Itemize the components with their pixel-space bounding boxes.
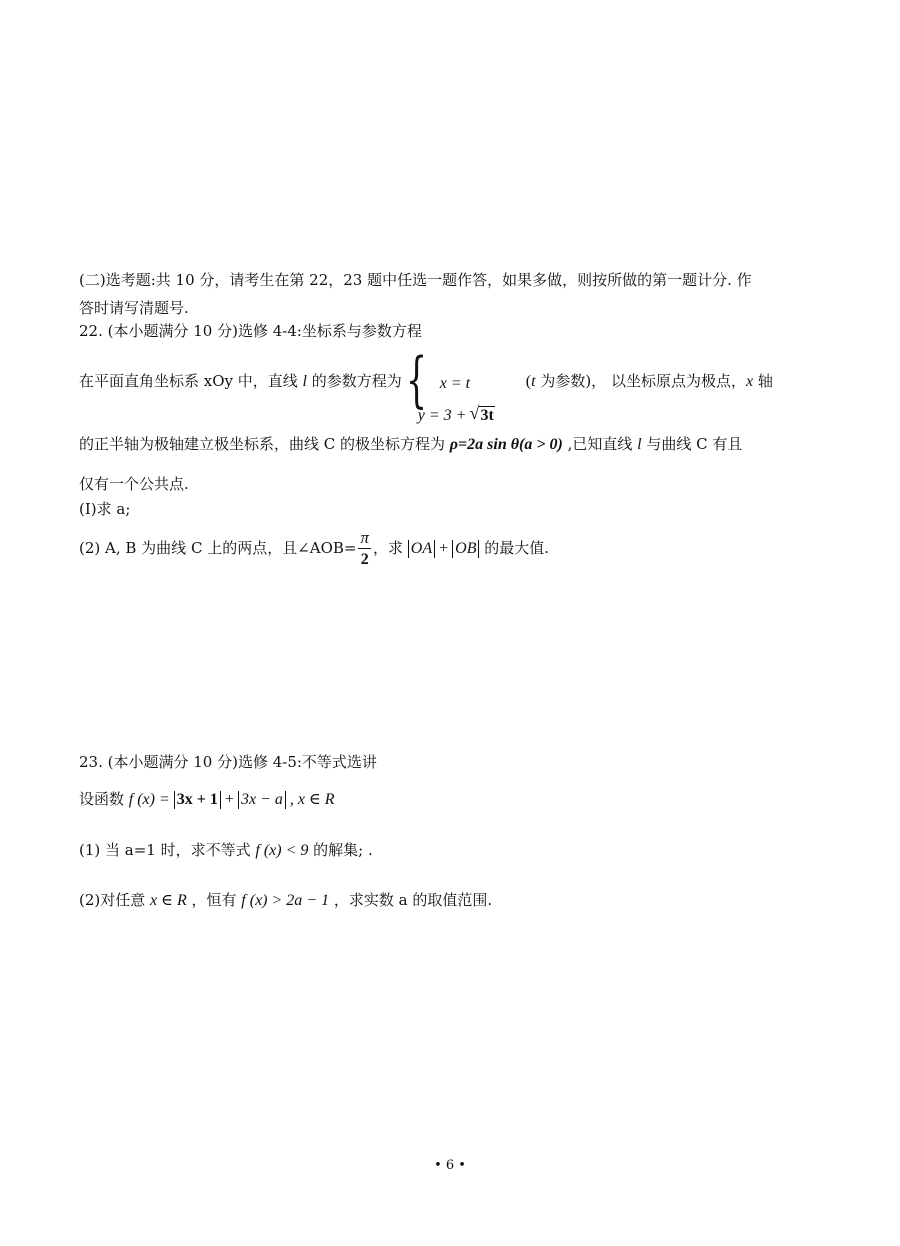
q23-title: 23. (本小题满分 10 分)选修 4-5:不等式选讲 (79, 753, 377, 771)
q22-part2-end: 的最大值. (479, 539, 550, 557)
inequality-f-lt-9: f (x) < 9 (255, 842, 309, 859)
abs-OB: OB (452, 540, 479, 558)
fraction-numerator: π (360, 527, 370, 547)
q22-statement-line1 (79, 345, 773, 424)
x-in-R: x ∈ R (150, 892, 187, 909)
q22-part2-mid: ，求 (373, 539, 408, 557)
q23-p2-end: ，求实数 a 的取值范围. (329, 891, 493, 909)
q23-p1-end: 的解集; . (308, 841, 373, 859)
system-row1: x = t (439, 375, 471, 392)
plus-sign: + (435, 540, 453, 557)
q22-l2-end: 与曲线 C 有且 (641, 435, 743, 453)
polar-equation: ρ=2a sin θ(a > 0) (449, 436, 563, 453)
q22-statement-line2 (79, 434, 742, 455)
abs-3x-plus-1: 3x + 1 (174, 791, 221, 809)
q22-l1-pre: 在平面直角坐标系 xOy 中，直线 (79, 372, 303, 390)
q22-title: 22. (本小题满分 10 分)选修 4-4:坐标系与参数方程 (79, 322, 422, 340)
q23-part2 (79, 890, 492, 911)
function-f: f (x) = (128, 791, 174, 808)
q22-l1-mid: 的参数方程为 (307, 372, 402, 390)
q22-l2-mid: ,已知直线 (562, 435, 638, 453)
q22-l1-end: 轴 (753, 372, 773, 390)
domain-R: , x ∈ R (285, 791, 335, 808)
pi-over-2-fraction (358, 528, 371, 571)
left-brace: { (405, 345, 427, 415)
page-number: • 6 • (434, 1158, 466, 1173)
abs-OA: OA (408, 540, 435, 558)
system-row2-pre: y = 3 + (417, 407, 471, 424)
q23-p1-pre: (1) 当 a=1 时，求不等式 (79, 841, 256, 859)
q23-p2-mid: ，恒有 (186, 891, 242, 909)
section-intro-line1: (二)选考题:共 10 分，请考生在第 22，23 题中任选一题作答，如果多做，则按所做的第一题计分. 作 (79, 271, 752, 289)
fraction-denominator: 2 (360, 550, 369, 568)
parametric-system (405, 345, 518, 424)
q23-part1 (79, 840, 373, 861)
q22-part2 (79, 526, 549, 571)
q22-part1: (I)求 a; (79, 500, 131, 518)
def-plus: + (220, 791, 238, 808)
inequality-f-gt-2a-1: f (x) > 2a − 1 (241, 892, 330, 909)
line-l-symbol: l (302, 373, 307, 390)
q23-definition (79, 789, 335, 810)
x-axis-symbol: x (745, 373, 754, 390)
abs-3x-minus-a: 3x − a (238, 791, 286, 809)
q22-part2-pre: (2) A, B 为曲线 C 上的两点，且∠AOB= (79, 539, 357, 557)
q22-l1-post-a: ( (521, 373, 532, 390)
section-intro-line2: 答时请写清题号. (79, 299, 189, 317)
q22-statement-line3: 仅有一个公共点. (79, 475, 189, 493)
line-l-symbol-2: l (637, 436, 642, 453)
q22-l2-pre: 的正半轴为极轴建立极坐标系，曲线 C 的极坐标方程为 (79, 435, 450, 453)
q23-p2-pre: (2)对任意 (79, 891, 151, 909)
q22-l1-post-b: 为参数)， 以坐标原点为极点， (535, 372, 746, 390)
param-t: t (531, 373, 536, 390)
q23-def-pre: 设函数 (79, 790, 129, 808)
sqrt-radicand: 3t (480, 407, 494, 424)
